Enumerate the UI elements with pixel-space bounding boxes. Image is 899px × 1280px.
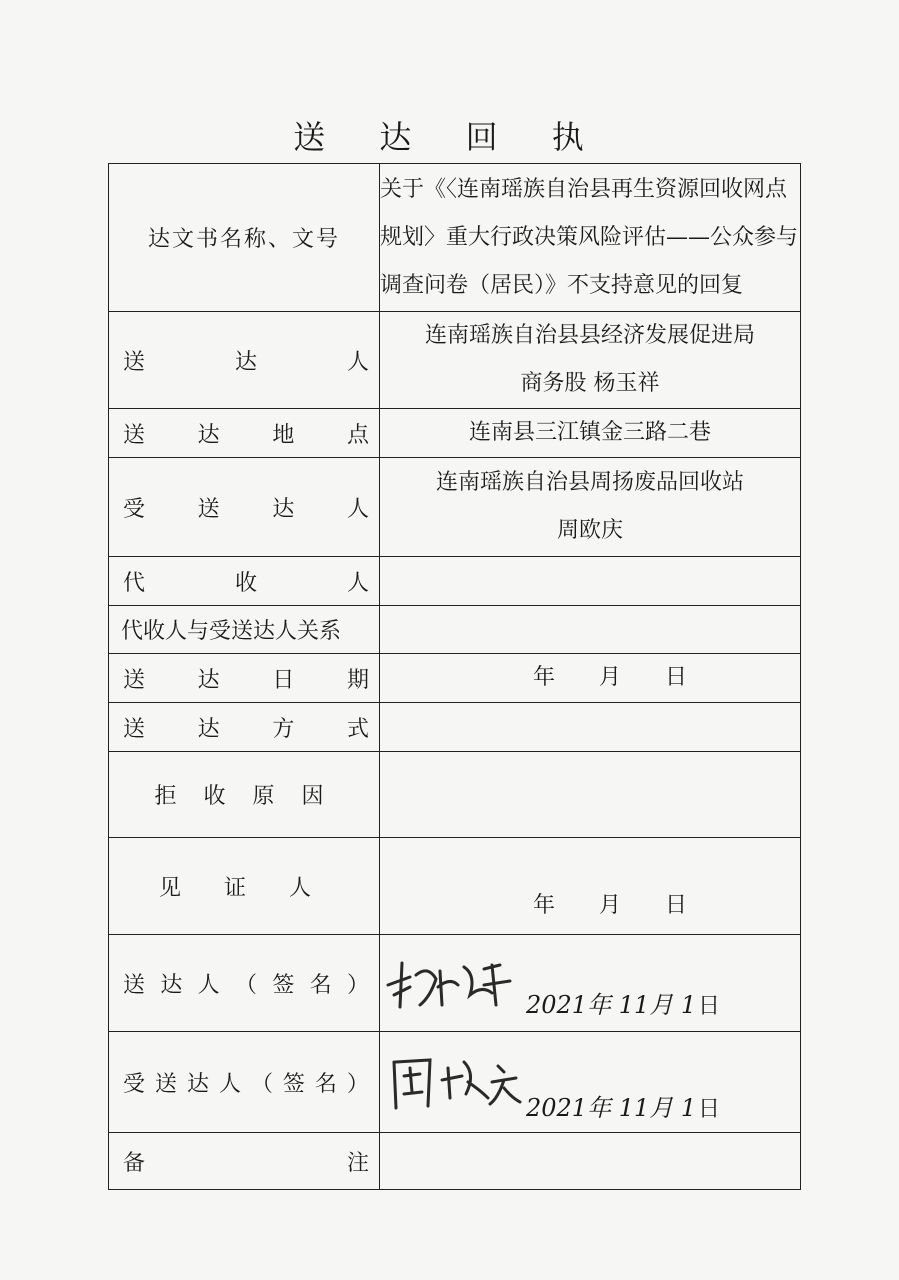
sender-org: 连南瑶族自治县县经济发展促进局 (424, 323, 755, 348)
row-refusal (109, 752, 801, 838)
recipient-name: 周欧庆 (556, 518, 623, 543)
refusal-label: 拒 收 原 因 (154, 784, 334, 809)
relation-value (380, 606, 801, 654)
doc-label: 达文书名称、文号 (147, 227, 340, 252)
delivery-receipt-form (108, 163, 801, 1190)
proxy-label: 代 收 人 (123, 570, 369, 596)
sender-name: 商务股 杨玉祥 (520, 371, 660, 396)
sender-sign-label: 送 达 人 （ 签 名 ） (123, 972, 369, 998)
relation-label: 代收人与受送达人关系 (121, 619, 342, 644)
place-label: 送 达 地 点 (123, 422, 369, 448)
doc-line: 调查问卷（居民）》不支持意见的回复 (380, 272, 744, 298)
sender-sign-date: 2021年 11月 1 (526, 991, 697, 1019)
method-value (380, 703, 801, 752)
row-method (109, 703, 801, 752)
row-date (109, 654, 801, 703)
row-remarks (109, 1133, 801, 1190)
row-proxy (109, 557, 801, 606)
proxy-value (380, 557, 801, 606)
refusal-value (380, 752, 801, 838)
row-witness (109, 838, 801, 935)
date-label: 送 达 日 期 (123, 667, 369, 693)
row-place (109, 409, 801, 458)
doc-line: 规划〉重大行政决策风险评估——公众参与 (380, 224, 799, 250)
remarks-value (380, 1133, 801, 1190)
sender-label: 送 达 人 (123, 349, 369, 375)
place-value: 连南县三江镇金三路二巷 (380, 409, 801, 458)
method-label: 送 达 方 式 (123, 716, 369, 742)
row-sender (109, 312, 801, 409)
label-cell (109, 164, 380, 312)
sender-sign-day: 日 (697, 994, 720, 1019)
remarks-label: 备 注 (123, 1150, 369, 1176)
sender-value (380, 312, 801, 409)
recipient-sign-date: 2021年 11月 1 (526, 1094, 697, 1122)
recipient-sign-label: 受 送 达 人 （ 签 名 ） (123, 1071, 369, 1097)
row-document (109, 164, 801, 312)
doc-line: 关于《〈连南瑶族自治县再生资源回收网点 (380, 176, 788, 202)
row-sender-sign (109, 935, 801, 1032)
sender-sign-cell (380, 935, 801, 1032)
date-value: 年 月 日 (532, 665, 688, 690)
recipient-value (380, 458, 801, 557)
doc-value (380, 164, 801, 312)
recipient-sign-day: 日 (697, 1097, 720, 1122)
recipient-label: 受 送 达 人 (123, 496, 369, 522)
row-relation (109, 606, 801, 654)
recipient-org: 连南瑶族自治县周扬废品回收站 (435, 470, 744, 495)
recipient-sign-cell (380, 1032, 801, 1133)
row-recipient-sign (109, 1032, 801, 1133)
page-title: 送 达 回 执 (293, 118, 606, 156)
witness-label: 见 证 人 (159, 875, 329, 901)
witness-date: 年 月 日 (532, 893, 688, 918)
row-recipient (109, 458, 801, 557)
